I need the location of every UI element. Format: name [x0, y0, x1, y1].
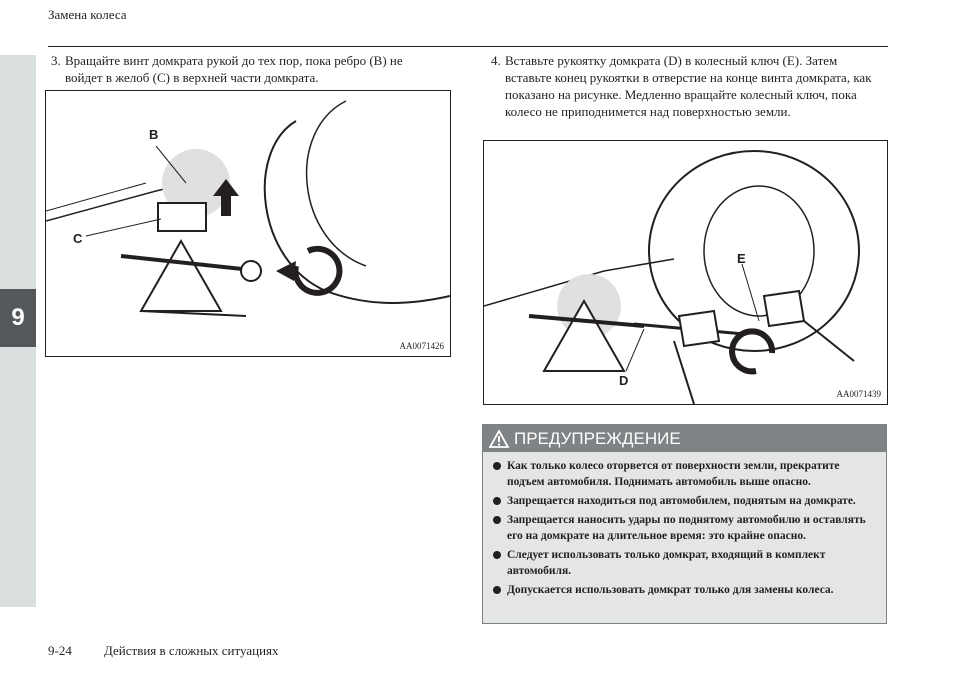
warning-item: Запрещается наносить удары по поднятому автомобилю и оставлять его на домкрате на длительное время: это крайне опасно.: [493, 512, 876, 544]
step-4: [491, 52, 883, 120]
page-header-title: Замена колеса: [48, 7, 127, 22]
header-divider: [48, 46, 888, 47]
figure-code: AA0071439: [836, 389, 881, 399]
warning-triangle-icon: [489, 430, 509, 448]
figure-code: AA0071426: [399, 341, 444, 351]
jack-screw-figure: [45, 90, 451, 357]
warning-list: [483, 452, 886, 598]
jack-handle-illustration: [484, 141, 887, 404]
callout-b: B: [149, 127, 159, 142]
step-3: [51, 52, 435, 86]
step-text: Вставьте рукоятку домкрата (D) в колесный ключ (E). Затем вставьте конец рукоятки в отверстие на конце винта домкрата, как показано на рисунке. Медленно вращайте колесный ключ, пока колесо не приподнимется над поверхностью земли.: [505, 53, 872, 119]
step-number: 4.: [491, 53, 501, 68]
step-text: Вращайте винт домкрата рукой до тех пор, пока ребро (B) не войдет в желоб (C) в верхней части домкрата.: [65, 53, 403, 85]
step-number: 3.: [51, 53, 61, 68]
callout-d: D: [619, 373, 629, 388]
warning-header: [483, 425, 886, 452]
jack-screw-illustration: [46, 91, 450, 356]
chapter-tab: 9: [0, 289, 36, 347]
warning-item: Допускается использовать домкрат только для замены колеса.: [493, 582, 876, 598]
warning-item: Следует использовать только домкрат, входящий в комплект автомобиля.: [493, 547, 876, 579]
warning-title: ПРЕДУПРЕЖДЕНИЕ: [514, 428, 681, 448]
callout-c: C: [73, 231, 83, 246]
jack-handle-figure: [483, 140, 888, 405]
warning-item: Запрещается находиться под автомобилем, поднятым на домкрате.: [493, 493, 876, 509]
warning-item: Как только колесо оторвется от поверхности земли, прекратите подъем автомобиля. Поднимать автомобиль выше опасно.: [493, 458, 876, 490]
callout-e: E: [737, 251, 746, 266]
section-title: Действия в сложных ситуациях: [104, 643, 279, 658]
page-number: 9-24: [48, 643, 72, 658]
warning-box: [482, 424, 887, 624]
